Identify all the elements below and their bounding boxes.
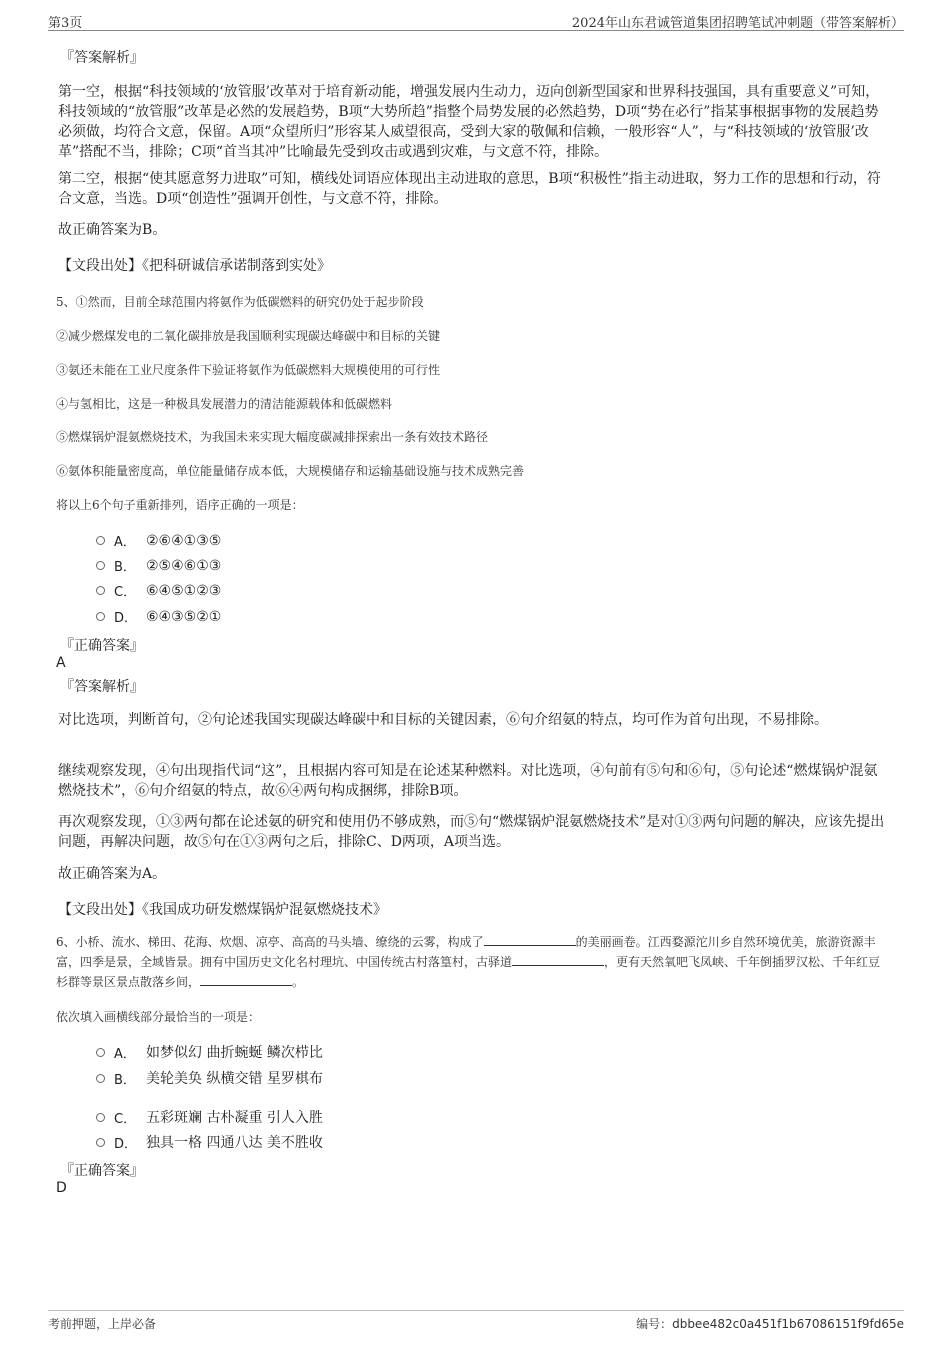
option-a[interactable] xyxy=(96,1042,323,1062)
question-prompt: 将以上6个句子重新排列，语序正确的一项是： xyxy=(56,498,304,512)
question-sentence: ⑥氨体积能量密度高，单位能量储存成本低，大规模储存和运输基础设施与技术成熟完善 xyxy=(56,464,525,478)
question-sentence: ⑤燃煤锅炉混氨燃烧技术，为我国未来实现大幅度碳减排探索出一条有效技术路径 xyxy=(56,430,489,444)
correct-answer-value: A xyxy=(56,655,66,671)
radio-circle-icon[interactable] xyxy=(96,1113,105,1122)
document-code: 编号：dbbee482c0a451f1b67086151f9fd65e xyxy=(636,1317,904,1331)
option-text: ⑥④⑤①②③ xyxy=(146,582,222,599)
radio-circle-icon[interactable] xyxy=(96,1074,105,1083)
analysis-label: 『答案解析』 xyxy=(60,679,144,695)
option-text: 美轮美奂 纵横交错 星罗棋布 xyxy=(146,1071,323,1087)
fill-blank xyxy=(484,933,576,946)
question-prompt: 依次填入画横线部分最恰当的一项是： xyxy=(56,1010,261,1024)
question-sentence: ②减少燃煤发电的二氧化碳排放是我国顺利实现碳达峰碳中和目标的关键 xyxy=(56,329,441,343)
option-letter: B． xyxy=(114,560,136,575)
question-sentence: 5、①然而，目前全球范围内将氨作为低碳燃料的研究仍处于起步阶段 xyxy=(56,295,424,309)
option-b[interactable] xyxy=(96,556,221,575)
option-text: 独具一格 四通八达 美不胜收 xyxy=(146,1135,323,1151)
option-text: 五彩斑斓 古朴凝重 引人入胜 xyxy=(146,1110,323,1126)
option-letter: A． xyxy=(114,1046,136,1062)
question-stem: 6、小桥、流水、梯田、花海、炊烟、凉亭、高高的马头墙、缭绕的云雾，构成了 的美丽画卷。江西婺源沱川乡自然环境优美，旅游资源丰富，四季是景，全域皆景。拥有中国历史文化名村理坑、中国传统古村落篁村，古驿道 ，更有天然氧吧飞凤峡、千年倒插罗汉松、千年红豆杉群等景区景点散落乡间， 。 xyxy=(56,935,881,989)
option-letter: A． xyxy=(114,535,136,550)
analysis-label: 『答案解析』 xyxy=(60,50,144,66)
fill-blank xyxy=(512,953,604,966)
option-text: ②⑤④⑥①③ xyxy=(146,557,222,574)
document-title: 2024年山东君诚管道集团招聘笔试冲刺题（带答案解析） xyxy=(571,16,904,31)
analysis-paragraph: 第二空，根据“使其愿意努力进取”可知，横线处词语应体现出主动进取的意思，B项“积极性”指主动进取，努力工作的思想和行动，符合文意，当选。D项“创造性”强调开创性，与文意不符，排除。 xyxy=(58,171,881,207)
radio-circle-icon[interactable] xyxy=(96,1138,105,1147)
conclusion-text: 故正确答案为A。 xyxy=(58,866,167,882)
analysis-paragraph: 再次观察发现，①③两句都在论述氨的研究和使用仍不够成熟，而⑤句“燃煤锅炉混氨燃烧技术”是对①③两句问题的解决，应该先提出问题，再解决问题，故⑤句在①③两句之后，排除C、D两项，A项当选。 xyxy=(58,814,885,850)
option-d[interactable] xyxy=(96,1132,323,1152)
option-letter: C． xyxy=(114,1111,137,1127)
option-letter: B． xyxy=(114,1072,136,1088)
footer-motto: 考前押题，上岸必备 xyxy=(48,1317,157,1331)
page-number: 第3页 xyxy=(48,16,83,31)
option-letter: C． xyxy=(114,585,137,600)
correct-answer-label: 『正确答案』 xyxy=(60,638,144,654)
option-c[interactable] xyxy=(96,1107,323,1127)
source-citation: 【文段出处】《把科研诚信承诺制落到实处》 xyxy=(58,258,331,274)
option-letter: D． xyxy=(114,1136,138,1152)
option-a[interactable] xyxy=(96,531,221,550)
radio-circle-icon[interactable] xyxy=(96,561,105,570)
radio-circle-icon[interactable] xyxy=(96,1048,105,1057)
fill-blank xyxy=(200,973,292,986)
analysis-paragraph: 继续观察发现，④句出现指代词“这”，且根据内容可知是在论述某种燃料。对比选项，④句前有⑤句和⑥句，⑤句论述“燃煤锅炉混氨燃烧技术”，⑥句介绍氨的特点，故⑥④两句构成捆绑，排除B项。 xyxy=(58,763,878,799)
question-sentence: ④与氢相比，这是一种极具发展潜力的清洁能源载体和低碳燃料 xyxy=(56,397,393,411)
analysis-paragraph: 第一空，根据“科技领域的‘放管服’改革对于培育新动能，增强发展内生动力，迈向创新型国家和世界科技强国，具有重要意义”可知，科技领域的“放管服”改革是必然的发展趋势，B项“大势所趋”指整个局势发展的必然趋势，D项“势在必行”指某事根据事物的发展趋势必须做，均符合文意，保留。A项“众望所归”形容某人威望很高，受到大家的敬佩和信赖，一般形容“人”，与“科技领域的‘放管服’改革”搭配不当，排除；C项“首当其冲”比喻最先受到攻击或遇到灾难，与文意不符，排除。 xyxy=(58,84,880,160)
correct-answer-label: 『正确答案』 xyxy=(60,1163,144,1179)
option-text: ②⑥④①③⑤ xyxy=(146,532,222,549)
conclusion-text: 故正确答案为B。 xyxy=(58,222,167,238)
option-b[interactable] xyxy=(96,1068,323,1088)
radio-circle-icon[interactable] xyxy=(96,536,105,545)
analysis-paragraph: 对比选项，判断首句，②句论述我国实现碳达峰碳中和目标的关键因素，⑥句介绍氨的特点，均可作为首句出现，不易排除。 xyxy=(58,712,828,728)
radio-circle-icon[interactable] xyxy=(96,586,105,595)
option-c[interactable] xyxy=(96,581,221,600)
option-text: 如梦似幻 曲折蜿蜒 鳞次栉比 xyxy=(146,1045,323,1061)
correct-answer-value: D xyxy=(56,1180,67,1196)
option-text: ⑥④③⑤②① xyxy=(146,608,222,625)
option-d[interactable] xyxy=(96,607,221,626)
option-letter: D． xyxy=(114,611,138,626)
source-citation: 【文段出处】《我国成功研发燃煤锅炉混氨燃烧技术》 xyxy=(58,902,387,918)
question-sentence: ③氨还未能在工业尺度条件下验证将氨作为低碳燃料大规模使用的可行性 xyxy=(56,363,441,377)
page-footer xyxy=(48,1310,904,1333)
radio-circle-icon[interactable] xyxy=(96,612,105,621)
